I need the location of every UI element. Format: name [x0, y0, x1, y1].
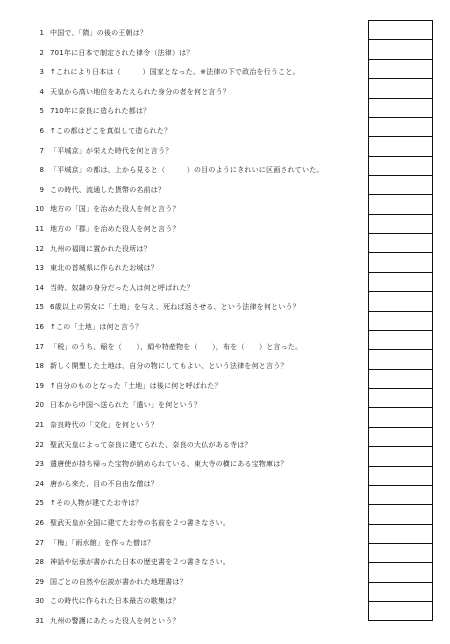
question-number: 11: [35, 225, 44, 233]
answer-box[interactable]: [369, 292, 432, 311]
answer-box[interactable]: [369, 312, 432, 331]
answer-box[interactable]: [369, 563, 432, 582]
question-text: ↑この「土地」は何と言う？: [50, 323, 143, 331]
question-number: 5: [39, 107, 44, 116]
answer-box[interactable]: [369, 389, 432, 408]
answer-box[interactable]: [369, 195, 432, 214]
answer-box[interactable]: [369, 40, 432, 59]
question-number: 10: [35, 205, 44, 214]
question-number: 29: [35, 577, 44, 586]
question-number: 9: [39, 185, 44, 194]
question-text: 遣唐使が持ち帰った宝物が納められている、東大寺の横にある宝物庫は？: [50, 460, 288, 469]
question-number: 27: [35, 538, 44, 547]
question-number: 7: [39, 146, 44, 155]
question-text: 6歳以上の男女に「土地」を与え、死ねば返させる、という法律を何という？: [50, 303, 300, 312]
question-number: 19: [35, 381, 44, 390]
question-number: 30: [35, 597, 44, 606]
question-number: 24: [35, 479, 44, 488]
question-text: 奈良時代の「文化」を何という？: [50, 421, 158, 429]
answer-box[interactable]: [369, 447, 432, 466]
question-number: 23: [35, 460, 44, 469]
answer-box[interactable]: [369, 253, 432, 272]
question-number: 12: [35, 244, 44, 253]
answer-box[interactable]: [369, 215, 432, 234]
question-number: 17: [35, 342, 44, 351]
question-text: 東北の首城県に作られたお城は？: [50, 264, 158, 273]
question-number: 13: [35, 264, 44, 273]
question-text: この時代に作られた日本最古の歌集は？: [50, 597, 180, 606]
question-text: 神話や伝承が書かれた日本の歴史書を２つ書きなさい。: [50, 558, 230, 567]
question-text: 日本から中国へ送られた「遣い」を何という？: [50, 401, 202, 410]
question-text: 九州の警護にあたった役人を何という？: [50, 617, 180, 625]
question-number: 6: [39, 127, 44, 135]
question-number: 1: [39, 29, 44, 37]
question-text: 九州の福岡に置かれた役所は？: [50, 244, 151, 253]
question-text: 聖武天皇が全国に建てたお寺の名前を２つ書きなさい。: [50, 519, 230, 527]
question-text: 地方の「国」を治めた役人を何と言う？: [50, 205, 180, 214]
question-number: 2: [39, 48, 44, 57]
question-text: ↑自分のものとなった「土地」は後に何と呼ばれた？: [50, 381, 222, 390]
answer-box[interactable]: [369, 350, 432, 369]
answer-column: [368, 20, 433, 621]
question-number: 21: [35, 421, 44, 429]
answer-box[interactable]: [369, 118, 432, 137]
question-text: 「平城京」が栄えた時代を何と言う？: [50, 146, 173, 155]
answer-box[interactable]: [369, 408, 432, 427]
answer-box[interactable]: [369, 583, 432, 602]
answer-box[interactable]: [369, 505, 432, 524]
answer-box[interactable]: [369, 273, 432, 292]
question-text: 唐から来た、目の不自由な僧は？: [50, 479, 158, 488]
answer-box[interactable]: [369, 486, 432, 505]
question-text: 「税」のうち、稲を（ ），絹や特産物を（ ），布を（ ）と言った。: [50, 342, 303, 351]
question-number: 31: [35, 617, 44, 625]
question-text: 聖武天皇によって奈良に建てられた、奈良の大仏がある寺は？: [50, 440, 252, 449]
question-number: 18: [35, 362, 44, 371]
answer-box[interactable]: [369, 544, 432, 563]
question-text: 国ごとの自然や伝説が書かれた地理書は？: [50, 577, 187, 586]
answer-box[interactable]: [369, 428, 432, 447]
question-text: 710年に奈良に造られた都は？: [50, 107, 151, 116]
question-number: 26: [35, 519, 44, 527]
question-number: 28: [35, 558, 44, 567]
question-number: 3: [39, 68, 44, 77]
answer-box[interactable]: [369, 157, 432, 176]
question-text: 天皇から高い地位をあたえられた身分の者を何と言う？: [50, 87, 230, 96]
answer-box[interactable]: [369, 370, 432, 389]
question-number: 15: [35, 303, 44, 312]
answer-box[interactable]: [369, 21, 432, 40]
question-number: 4: [39, 87, 44, 96]
question-number: 22: [35, 440, 44, 449]
question-number: 16: [35, 323, 44, 331]
answer-box[interactable]: [369, 137, 432, 156]
answer-box[interactable]: [369, 176, 432, 195]
question-number: 20: [35, 401, 44, 410]
answer-box[interactable]: [369, 602, 432, 621]
answer-box[interactable]: [369, 525, 432, 544]
answer-box[interactable]: [369, 98, 432, 117]
question-text: ↑これにより日本は（ ）国家となった。※法律の下で政治を行うこと。: [50, 68, 300, 77]
question-text: 新しく開墾した土地は、自分の物にしてもよい、という法律を何と言う？: [50, 362, 288, 371]
question-number: 25: [35, 499, 44, 508]
question-text: 中国で、「隋」の後の王朝は？: [50, 29, 148, 37]
question-text: 「平城京」の都は、上から見ると（ ）の目のようにきれいに区画されていた。: [50, 166, 324, 175]
answer-box[interactable]: [369, 331, 432, 350]
question-text: この時代、流通した貨幣の名前は？: [50, 185, 166, 194]
question-text: 地方の「郡」を治めた役人を何と言う？: [50, 225, 180, 233]
question-text: 当時、奴隷の身分だった人は何と呼ばれた？: [50, 283, 194, 292]
question-text: 「梅」「雨水館」を作った僧は？: [50, 538, 155, 547]
answer-box[interactable]: [369, 79, 432, 98]
answer-box[interactable]: [369, 467, 432, 486]
question-number: 14: [35, 283, 44, 292]
answer-box[interactable]: [369, 60, 432, 79]
question-text: 701年に日本で制定された律令（法律）は？: [50, 48, 194, 57]
question-number: 8: [39, 166, 44, 175]
answer-box[interactable]: [369, 234, 432, 253]
question-text: ↑その人物が建てたお寺は？: [50, 499, 143, 508]
question-text: ↑この都はどこを真似して造られた？: [50, 127, 172, 135]
